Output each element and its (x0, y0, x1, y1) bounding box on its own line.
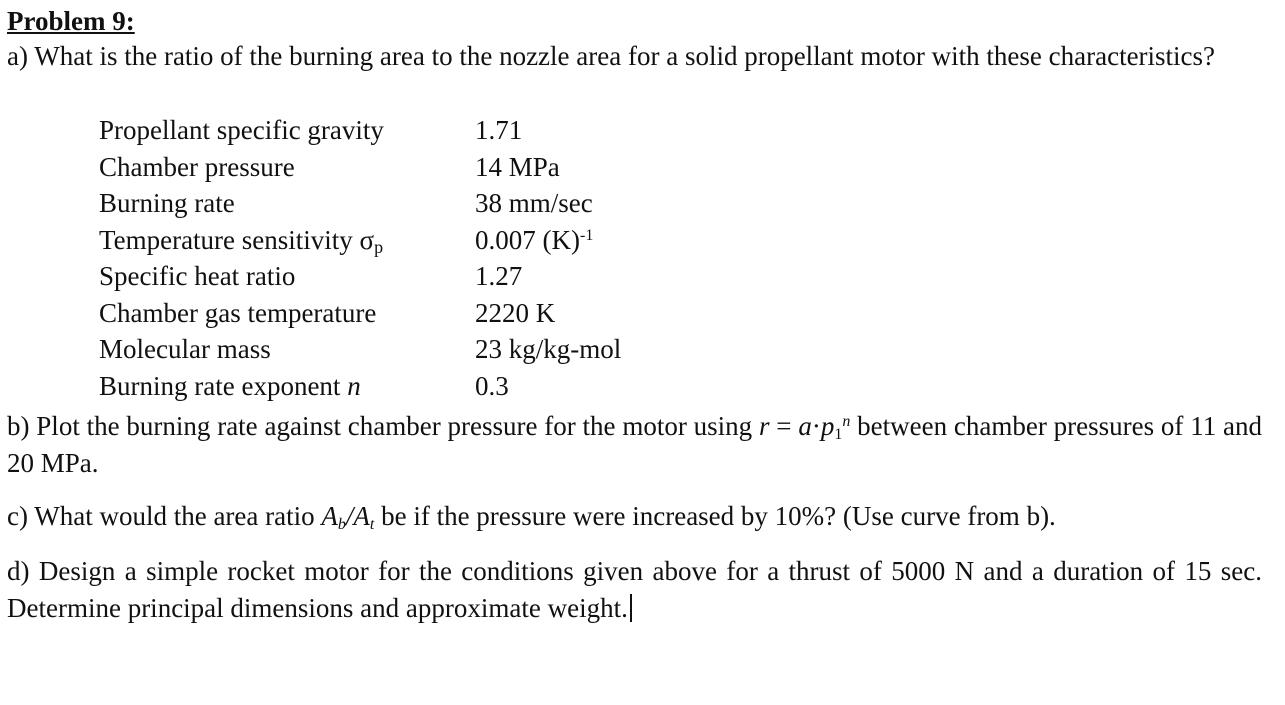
pressure-subscript: 1 (834, 426, 843, 443)
property-name: Molecular mass (99, 334, 271, 364)
part-b-question (7, 408, 1262, 482)
part-b-text-before: b) Plot the burning rate against chamber pressure for the motor using (7, 411, 759, 441)
burning-rate-symbol: r (758, 411, 770, 441)
property-value: 1.27 (475, 261, 523, 291)
property-name-temperature-sensitivity (99, 222, 475, 259)
property-value-temperature-sensitivity (475, 222, 621, 259)
part-a-question: a) What is the ratio of the burning area to the nozzle area for a solid propellant motor with these characteristics? (7, 41, 1216, 71)
equals-sign: = (769, 411, 799, 441)
part-d-text: d) Design a simple rocket motor for the conditions given above for a thrust of 5000 N and a duration of 15 sec. Determine principal dimensions and approximate weight. (7, 556, 1262, 623)
property-value: 0.3 (475, 370, 509, 401)
part-d-question (7, 553, 1262, 627)
property-value-text: 0.007 (K) (475, 224, 580, 255)
throat-area-subscript: t (369, 516, 375, 533)
ratio-slash: / (345, 501, 354, 531)
throat-area-symbol: A (353, 501, 370, 531)
property-name: Burning rate (99, 188, 235, 218)
propellant-characteristics-table (99, 112, 621, 404)
property-row (99, 222, 621, 259)
burning-area-symbol: A (321, 501, 338, 531)
problem-document (7, 4, 1262, 627)
property-value: 38 mm/sec (475, 188, 593, 218)
sigma-subscript: p (374, 236, 384, 257)
property-value: 1.71 (475, 115, 523, 145)
property-name: Chamber gas temperature (99, 297, 377, 328)
problem-title: Problem 9: (7, 6, 135, 36)
part-c-question (7, 498, 1262, 535)
property-value: 2220 K (475, 297, 556, 328)
multiplication-dot: · (811, 411, 821, 441)
pressure-symbol: p (820, 411, 835, 441)
property-row (99, 149, 621, 186)
property-row (99, 258, 621, 295)
property-name: Specific heat ratio (99, 261, 296, 291)
part-c-text-after: be if the pressure were increased by 10%? (Use curve from b). (374, 501, 1056, 531)
property-name: Chamber pressure (99, 151, 295, 182)
property-name-text: Burning rate exponent (99, 370, 348, 401)
coefficient-symbol: a (798, 411, 812, 441)
property-name-burning-rate-exponent (99, 368, 475, 405)
property-value: 14 MPa (475, 151, 560, 182)
part-c-text-before: c) What would the area ratio (7, 501, 322, 531)
property-row (99, 185, 621, 222)
property-row (99, 112, 621, 149)
property-row (99, 331, 621, 368)
burning-area-subscript: b (337, 516, 346, 533)
property-row (99, 295, 621, 332)
exponent-symbol: n (347, 370, 361, 401)
exponent-superscript: n (842, 413, 851, 430)
unit-exponent: -1 (579, 226, 594, 244)
property-row (99, 368, 621, 405)
text-cursor (630, 594, 632, 622)
property-value: 23 kg/kg-mol (475, 334, 622, 364)
property-name-text: Temperature sensitivity σ (99, 224, 375, 255)
part-b-text-after: between chamber pressures of 11 and 20 MPa. (7, 411, 1262, 478)
property-name: Propellant specific gravity (99, 115, 384, 145)
